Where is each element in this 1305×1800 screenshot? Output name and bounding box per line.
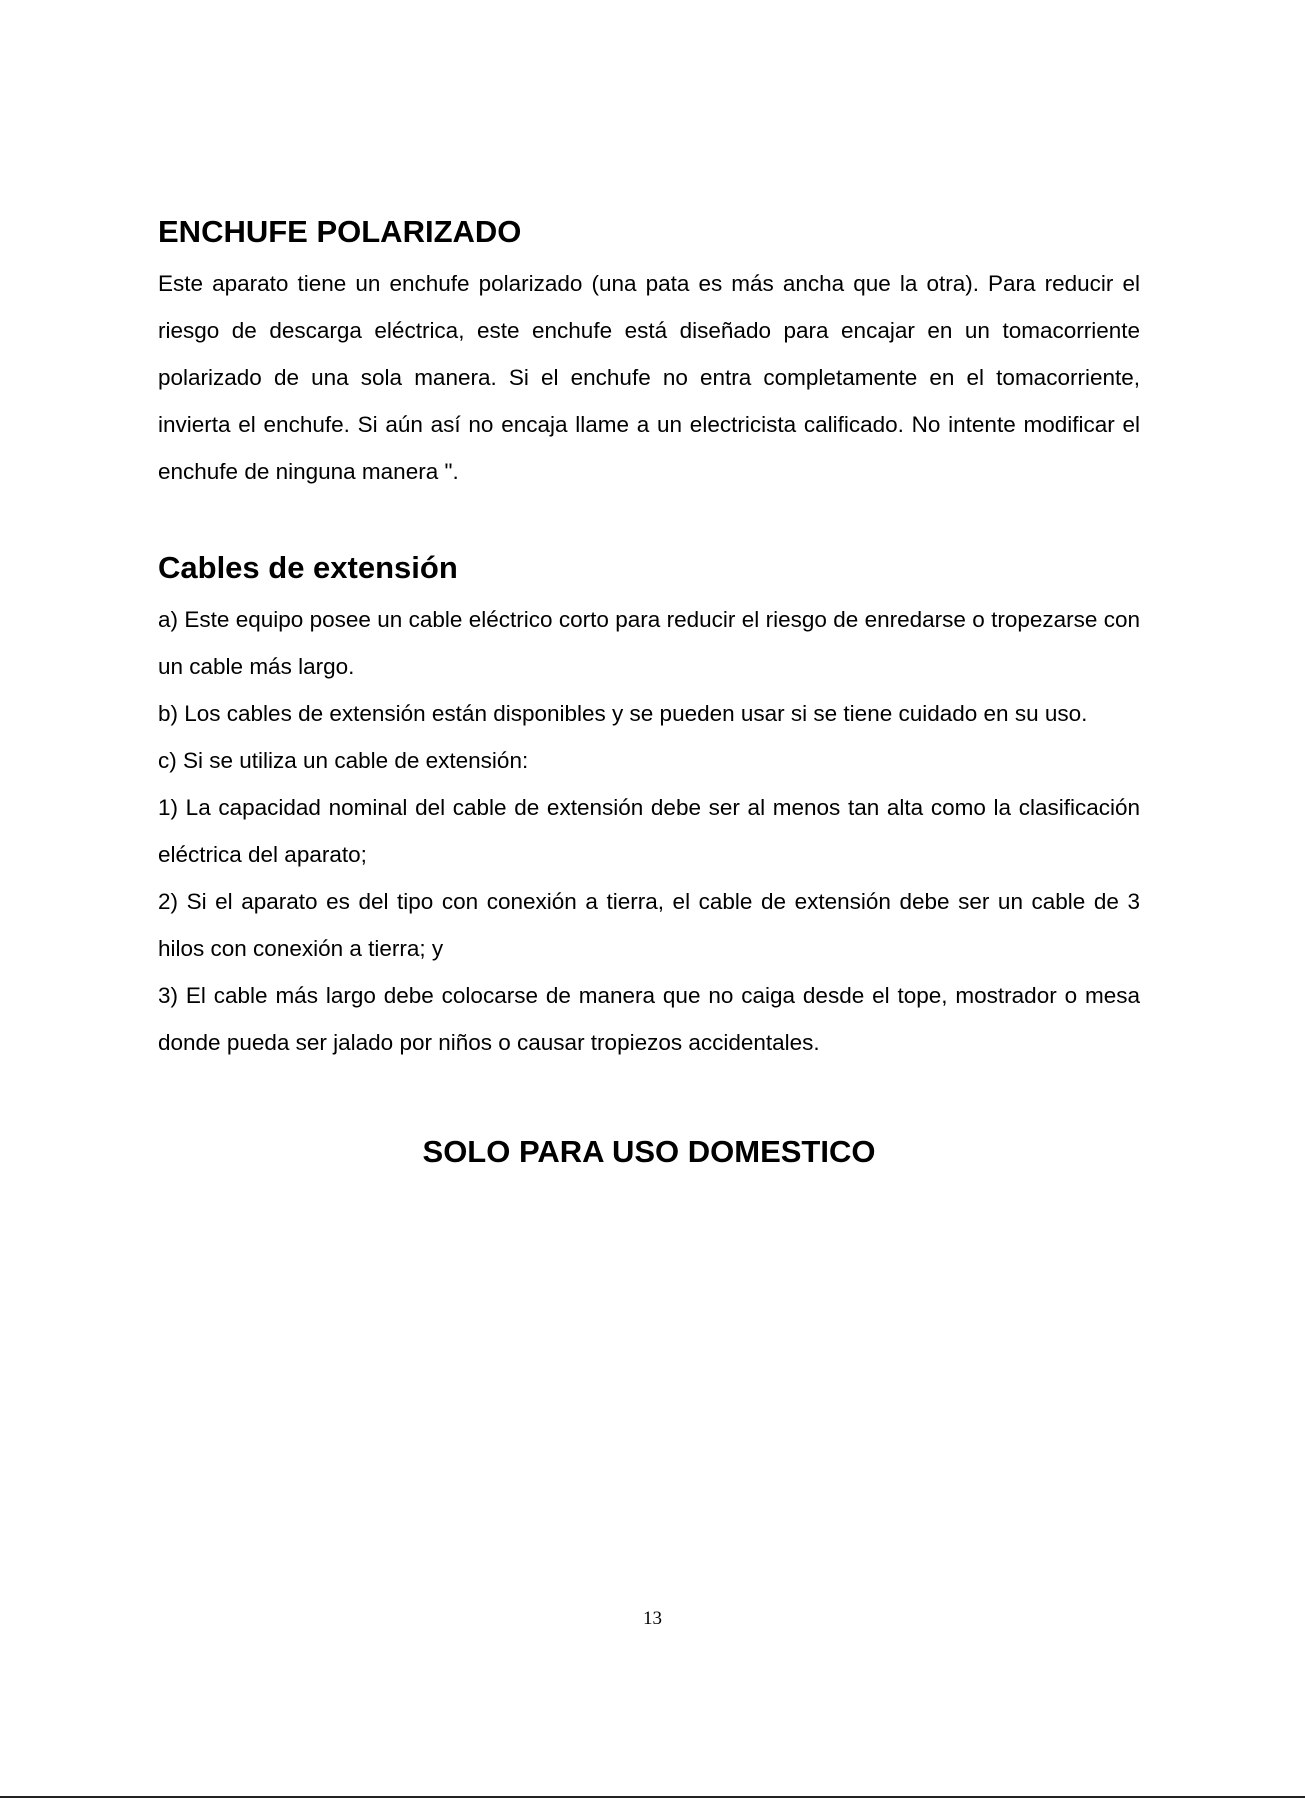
paragraph-item-c: c) Si se utiliza un cable de extensión:: [158, 748, 529, 773]
section-title-polarized-plug: ENCHUFE POLARIZADO: [158, 214, 522, 249]
paragraph-item-b: b) Los cables de extensión están disponibles y se pueden usar si se tiene cuidado en su uso.: [158, 701, 1088, 726]
paragraph-polarized-plug: Este aparato tiene un enchufe polarizado (una pata es más ancha que la otra). Para reducir el riesgo de descarga eléctrica, este enchufe está diseñado para encajar en un tomacorriente polarizado de una sola manera. Si el enchufe no entra completamente en el tomacorriente, invierta el enchufe. Si aún así no encaja llame a un electricista calificado. No intente modificar el enchufe de ninguna manera ".: [158, 271, 1140, 484]
paragraph-item-1: 1) La capacidad nominal del cable de extensión debe ser al menos tan alta como la clasificación eléctrica del aparato;: [158, 795, 1140, 867]
section-title-extension-cables: Cables de extensión: [158, 550, 458, 585]
paragraph-item-2: 2) Si el aparato es del tipo con conexión a tierra, el cable de extensión debe ser un cable de 3 hilos con conexión a tierra; y: [158, 889, 1140, 961]
household-use-only-title: SOLO PARA USO DOMESTICO: [422, 1134, 876, 1169]
page-number: 13: [643, 1608, 662, 1629]
bottom-border-line: [0, 1796, 1305, 1798]
paragraph-item-3: 3) El cable más largo debe colocarse de manera que no caiga desde el tope, mostrador o mesa donde pueda ser jalado por niños o causar tropiezos accidentales.: [158, 983, 1140, 1055]
paragraph-item-a: a) Este equipo posee un cable eléctrico corto para reducir el riesgo de enredarse o tropezarse con un cable más largo.: [158, 607, 1140, 679]
page-content: [158, 206, 1140, 1178]
